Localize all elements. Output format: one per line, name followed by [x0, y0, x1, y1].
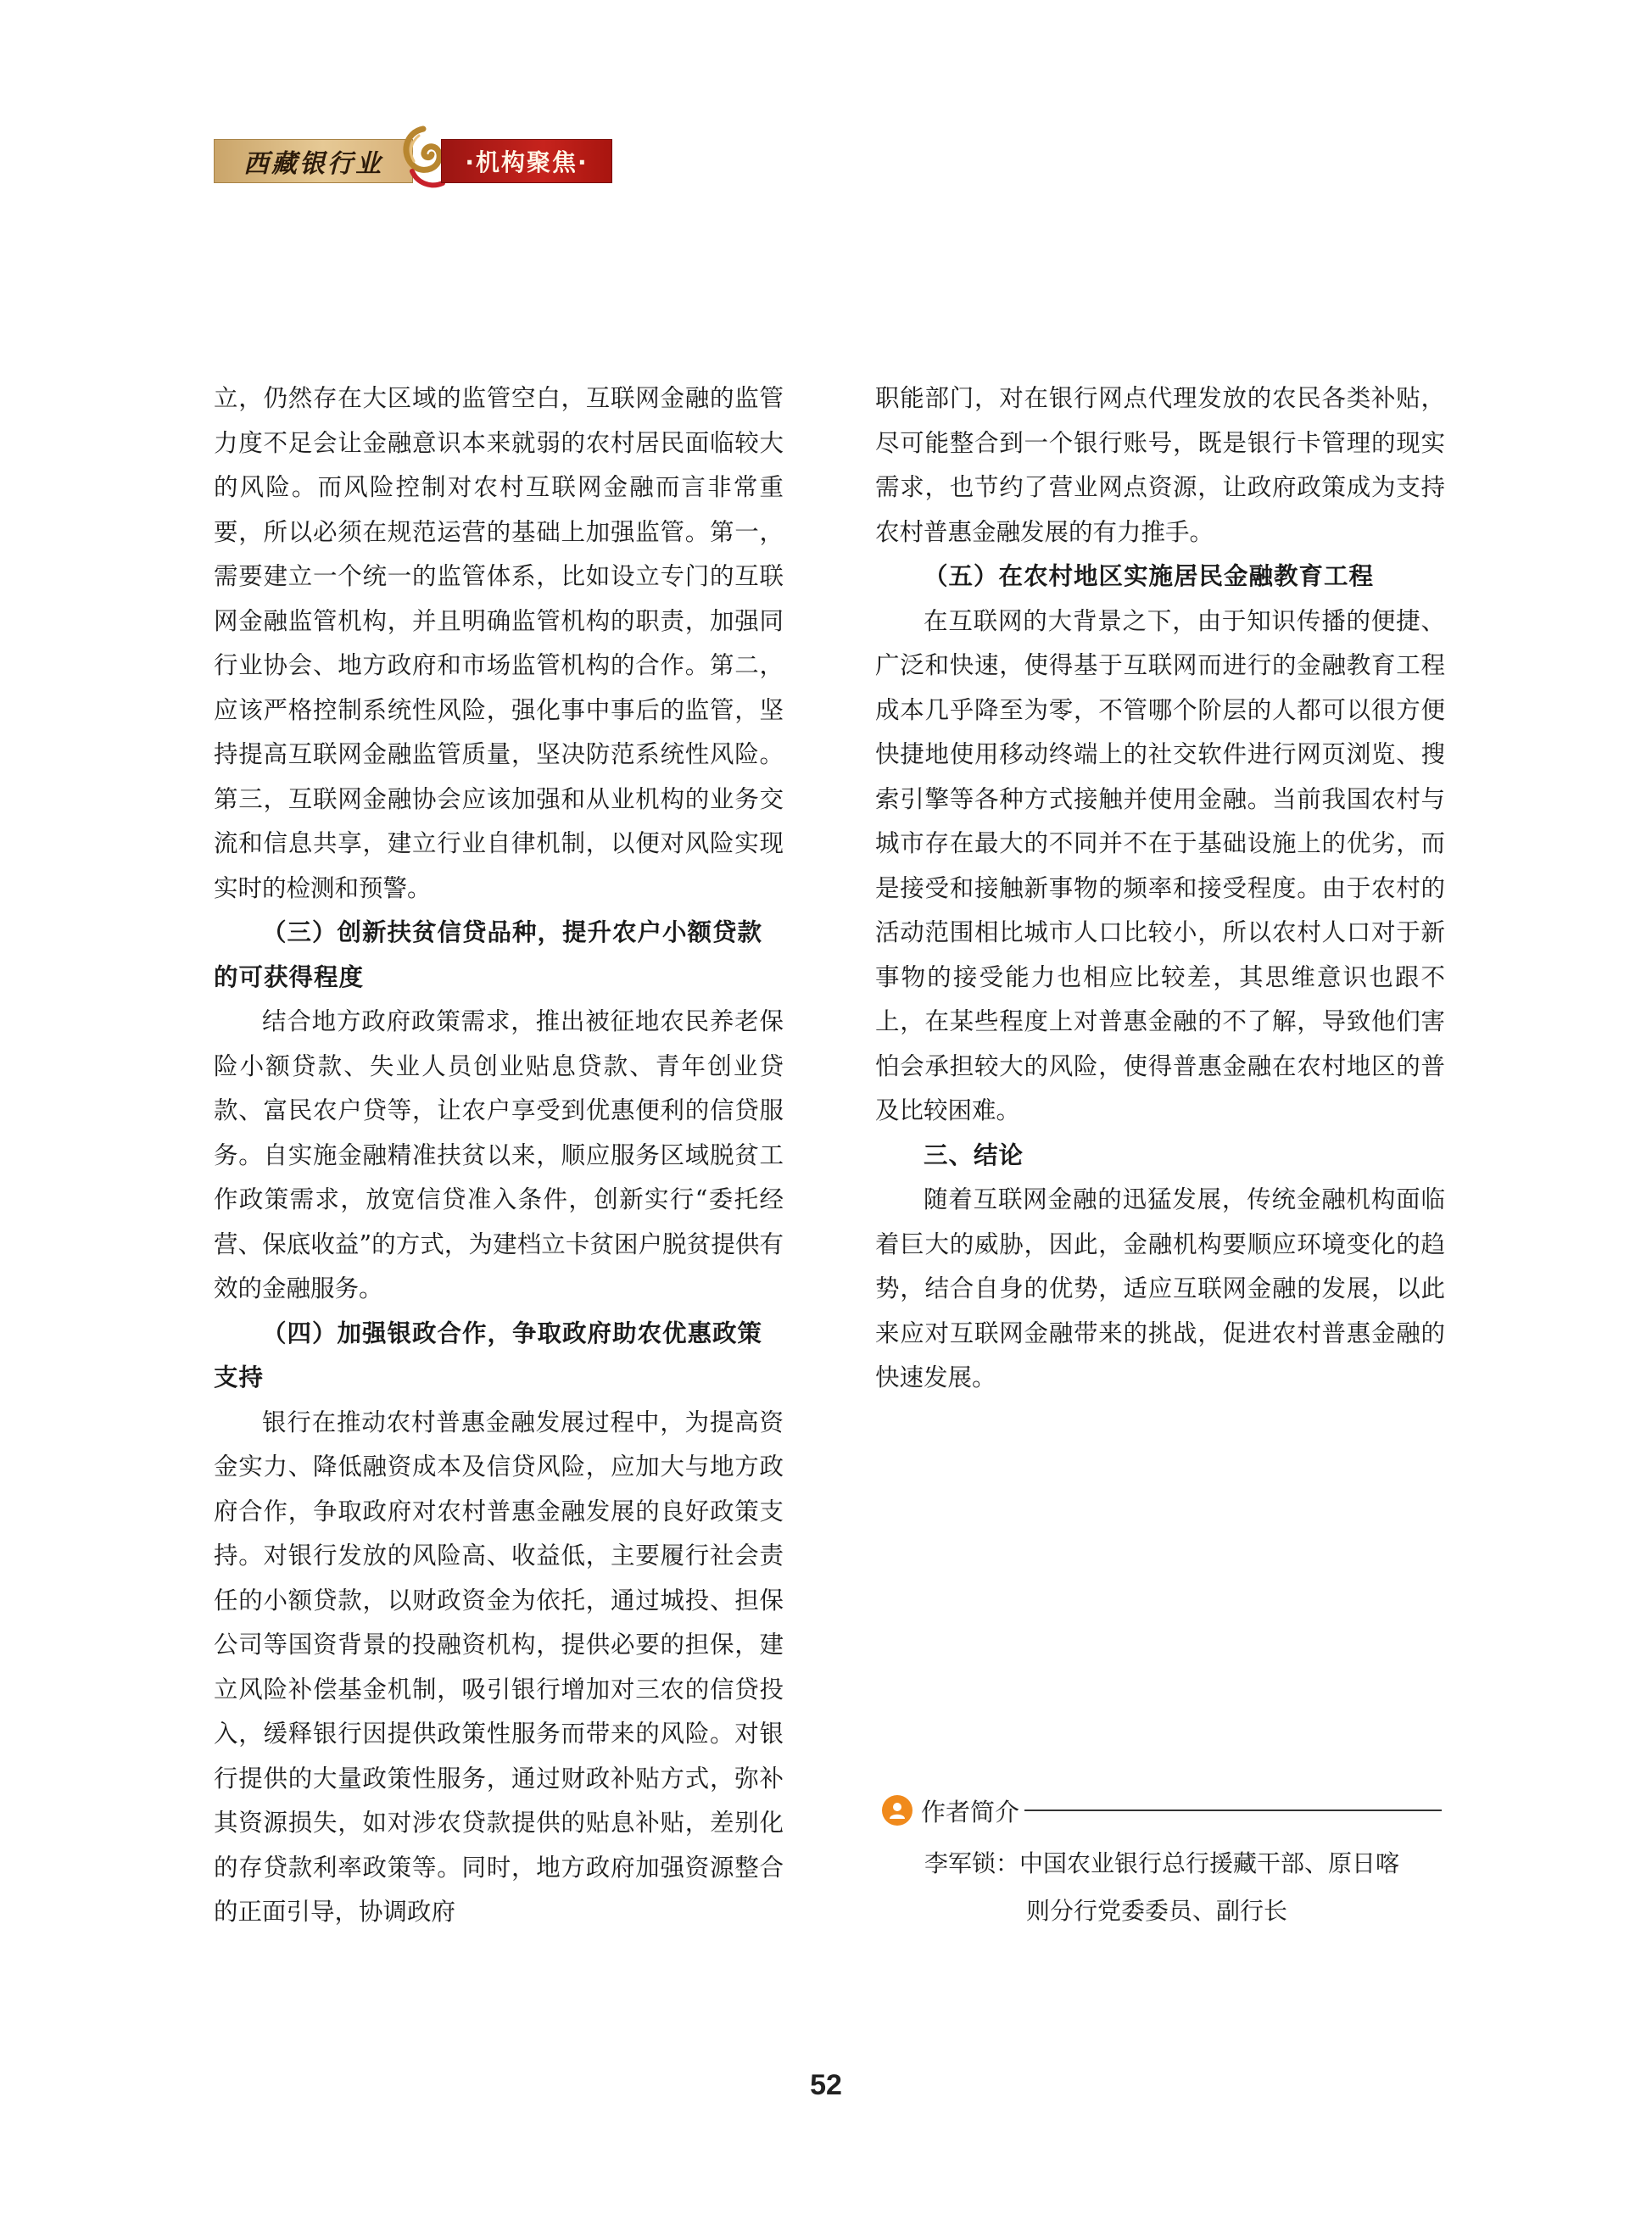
author-header: [882, 1789, 1442, 1832]
left-column: [214, 376, 784, 1935]
paragraph: 银行在推动农村普惠金融发展过程中，为提高资金实力、降低融资成本及信贷风险，应加大与地方政府合作，争取政府对农村普惠金融发展的良好政策支持。对银行发放的风险高、收益低，主要履行社会责任的小额贷款，以财政资金为依托，通过城投、担保公司等国资背景的投融资机构，提供必要的担保，建立风险补偿基金机制，吸引银行增加对三农的信贷投入，缓释银行因提供政策性服务而带来的风险。对银行提供的大量政策性服务，通过财政补贴方式，弥补其资源损失，如对涉农贷款提供的贴息补贴，差别化的存贷款利率政策等。同时，地方政府加强资源整合的正面引导，协调政府: [214, 1408, 784, 1926]
section-heading: （五）在农村地区实施居民金融教育工程: [924, 562, 1375, 590]
section-label: [441, 139, 612, 183]
paragraph: 随着互联网金融的迅猛发展，传统金融机构面临着巨大的威胁，因此，金融机构要顺应环境变化的趋势，结合自身的优势，适应互联网金融的发展，以此来应对互联网金融带来的挑战，促进农村普惠金融的快速发展。: [875, 1185, 1445, 1391]
author-bio: [882, 1840, 1442, 1935]
publication-label-text: 西藏银行业: [243, 149, 383, 179]
author-title: 作者简介: [921, 1797, 1020, 1826]
author-bio-line: 则分行党委委员、副行长: [1026, 1897, 1288, 1925]
section-heading: （四）加强银政合作，争取政府助农优惠政策支持: [214, 1319, 763, 1391]
paragraph: 立，仍然存在大区域的监管空白，互联网金融的监管力度不足会让金融意识本来就弱的农村居民面临较大的风险。而风险控制对农村互联网金融而言非常重要，所以必须在规范运营的基础上加强监管。第一，需要建立一个统一的监管体系，比如设立专门的互联网金融监管机构，并且明确监管机构的职责，加强同行业协会、地方政府和市场监管机构的合作。第二，应该严格控制系统性风险，强化事中事后的监管，坚持提高互联网金融监管质量，坚决防范系统性风险。第三，互联网金融协会应该加强和从业机构的业务交流和信息共享，建立行业自律机制，以便对风险实现实时的检测和预警。: [214, 384, 784, 902]
right-column: [875, 376, 1445, 1401]
person-icon: [882, 1795, 913, 1826]
author-box: [882, 1789, 1442, 1935]
paragraph: 在互联网的大背景之下，由于知识传播的便捷、广泛和快速，使得基于互联网而进行的金融教育工程成本几乎降至为零，不管哪个阶层的人都可以很方便快捷地使用移动终端上的社交软件进行网页浏览、搜索引擎等各种方式接触并使用金融。当前我国农村与城市存在最大的不同并不在于基础设施上的优劣，而是接受和接触新事物的频率和接受程度。由于农村的活动范围相比城市人口比较小，所以农村人口对于新事物的接受能力也相应比较差，其思维意识也跟不上，在某些程度上对普惠金融的不了解，导致他们害怕会承担较大的风险，使得普惠金融在农村地区的普及比较困难。: [875, 606, 1445, 1124]
conclusion-heading: 三、结论: [924, 1140, 1024, 1169]
publication-label: [214, 139, 413, 183]
author-bio-line: 李军锁：中国农业银行总行援藏干部、原日喀: [924, 1849, 1400, 1877]
paragraph: 职能部门，对在银行网点代理发放的农民各类补贴，尽可能整合到一个银行账号，既是银行卡管理的现实需求，也节约了营业网点资源，让政府政策成为支持农村普惠金融发展的有力推手。: [875, 384, 1445, 546]
section-heading: （三）创新扶贫信贷品种，提升农户小额贷款的可获得程度: [214, 918, 763, 991]
section-label-text: ·机构聚焦·: [465, 148, 589, 176]
divider: [1024, 1810, 1442, 1811]
paragraph: 结合地方政府政策需求，推出被征地农民养老保险小额贷款、失业人员创业贴息贷款、青年创业贷款、富民农户贷等，让农户享受到优惠便利的信贷服务。自实施金融精准扶贫以来，顺应服务区域脱贫工作政策需求，放宽信贷准入条件，创新实行“委托经营、保底收益”的方式，为建档立卡贫困户脱贫提供有效的金融服务。: [214, 1007, 784, 1302]
page-number: 52: [810, 2069, 842, 2101]
section-banner: [214, 139, 612, 183]
